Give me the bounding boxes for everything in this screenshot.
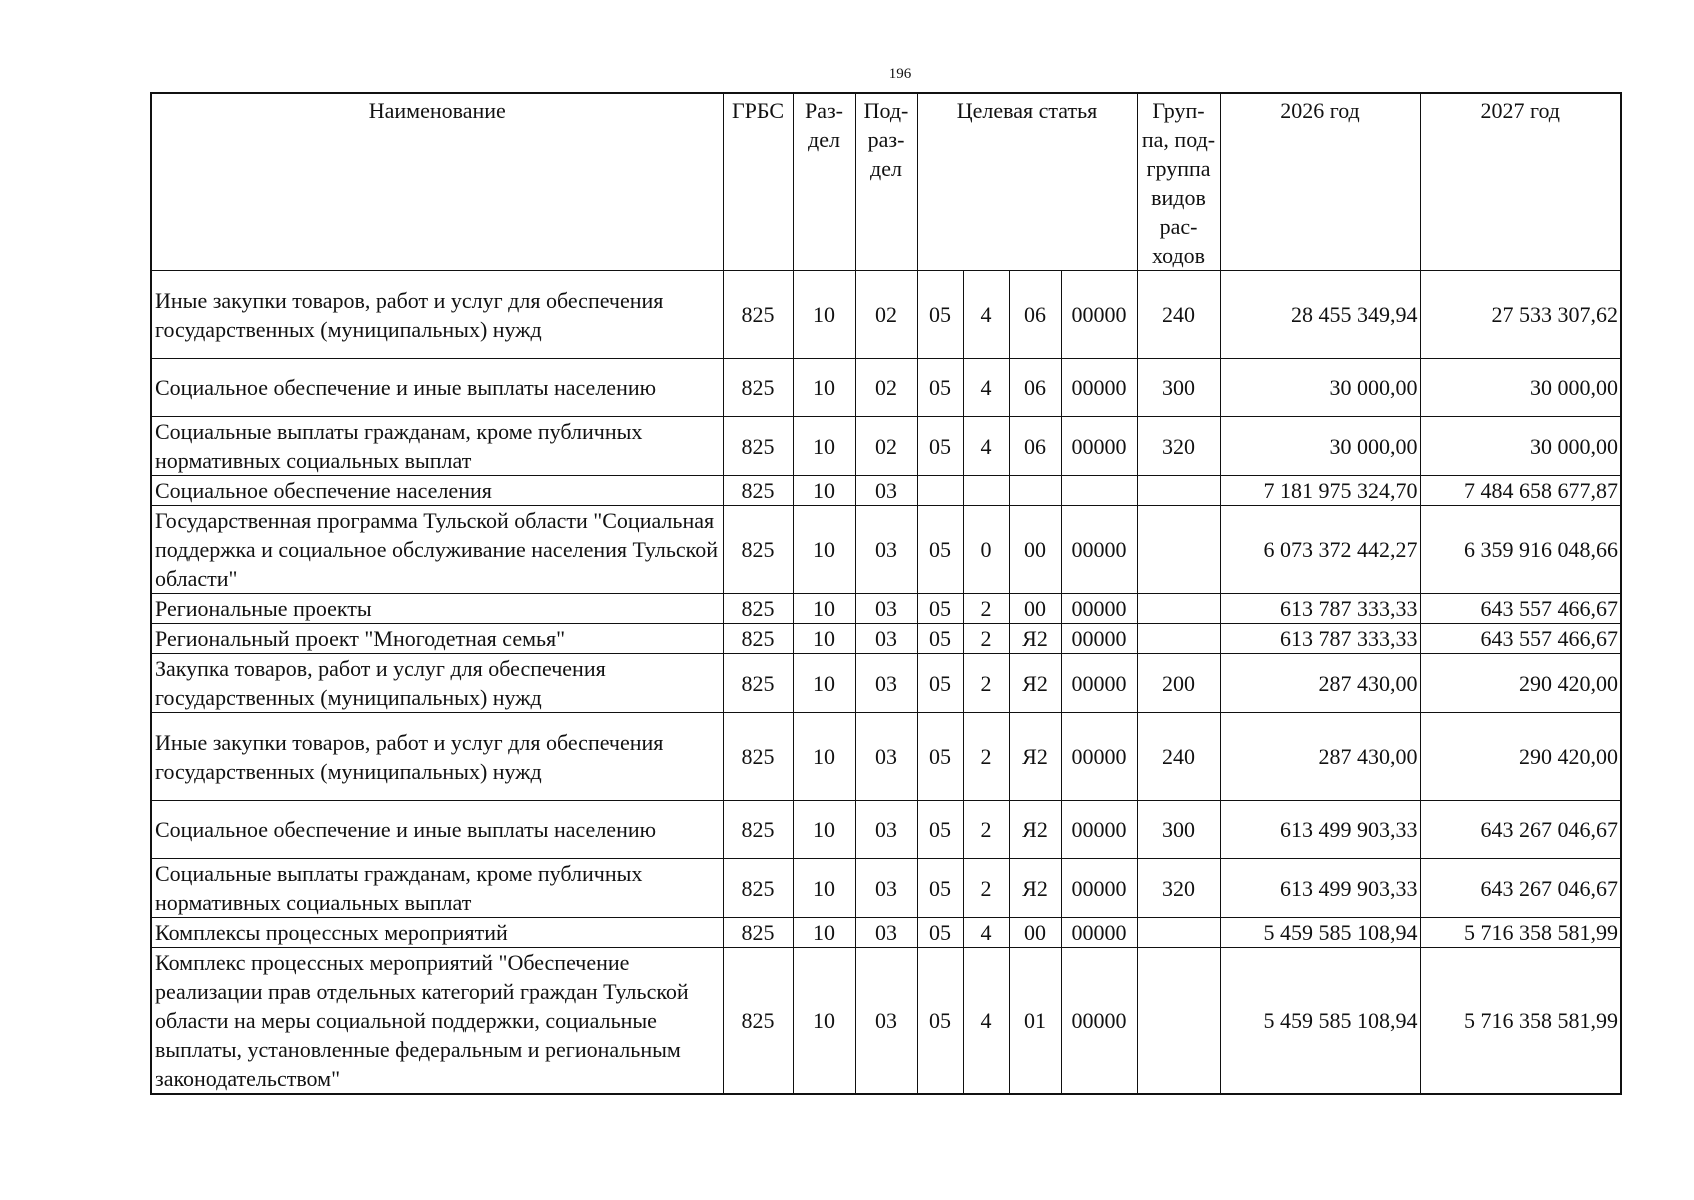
row-target-program: 05 xyxy=(917,594,963,624)
row-amount-2026: 613 787 333,33 xyxy=(1220,624,1420,654)
header-row xyxy=(151,93,1621,271)
table-row xyxy=(151,713,1621,801)
row-amount-2027: 30 000,00 xyxy=(1420,359,1621,417)
row-razdel: 10 xyxy=(793,417,855,476)
row-amount-2026: 6 073 372 442,27 xyxy=(1220,506,1420,594)
row-expense-group xyxy=(1137,506,1220,594)
row-amount-2027: 6 359 916 048,66 xyxy=(1420,506,1621,594)
table-row xyxy=(151,271,1621,359)
table-row xyxy=(151,476,1621,506)
table-row xyxy=(151,594,1621,624)
row-expense-group xyxy=(1137,918,1220,948)
header-grbs: ГРБС xyxy=(723,93,793,271)
row-amount-2026: 5 459 585 108,94 xyxy=(1220,948,1420,1095)
row-grbs: 825 xyxy=(723,359,793,417)
row-podrazdel: 03 xyxy=(855,713,917,801)
table-row xyxy=(151,417,1621,476)
row-target-type: 4 xyxy=(963,918,1009,948)
row-amount-2026: 7 181 975 324,70 xyxy=(1220,476,1420,506)
row-grbs: 825 xyxy=(723,271,793,359)
row-target-code: 00 xyxy=(1009,594,1061,624)
row-target-program: 05 xyxy=(917,948,963,1095)
row-target-code: 00 xyxy=(1009,506,1061,594)
row-target-direction: 00000 xyxy=(1061,918,1137,948)
row-razdel: 10 xyxy=(793,918,855,948)
row-razdel: 10 xyxy=(793,271,855,359)
row-target-direction: 00000 xyxy=(1061,417,1137,476)
row-target-program: 05 xyxy=(917,271,963,359)
row-amount-2027: 290 420,00 xyxy=(1420,713,1621,801)
row-amount-2027: 643 557 466,67 xyxy=(1420,624,1621,654)
row-expense-group xyxy=(1137,476,1220,506)
row-name: Социальное обеспечение населения xyxy=(151,476,723,506)
row-name: Иные закупки товаров, работ и услуг для обеспечения государственных (муниципальных) нужд xyxy=(151,271,723,359)
header-name: Наименование xyxy=(151,93,723,271)
row-target-direction: 00000 xyxy=(1061,948,1137,1095)
row-razdel: 10 xyxy=(793,506,855,594)
row-target-code: Я2 xyxy=(1009,624,1061,654)
row-amount-2026: 30 000,00 xyxy=(1220,359,1420,417)
row-razdel: 10 xyxy=(793,713,855,801)
row-amount-2027: 7 484 658 677,87 xyxy=(1420,476,1621,506)
row-podrazdel: 02 xyxy=(855,359,917,417)
row-target-code xyxy=(1009,476,1061,506)
row-name: Социальное обеспечение и иные выплаты населению xyxy=(151,801,723,859)
row-grbs: 825 xyxy=(723,859,793,918)
row-target-type: 4 xyxy=(963,417,1009,476)
row-name: Закупка товаров, работ и услуг для обеспечения государственных (муниципальных) нужд xyxy=(151,654,723,713)
row-expense-group: 300 xyxy=(1137,801,1220,859)
row-expense-group: 200 xyxy=(1137,654,1220,713)
row-target-direction: 00000 xyxy=(1061,801,1137,859)
row-grbs: 825 xyxy=(723,417,793,476)
row-name: Социальные выплаты гражданам, кроме публичных нормативных социальных выплат xyxy=(151,859,723,918)
row-target-direction: 00000 xyxy=(1061,624,1137,654)
row-grbs: 825 xyxy=(723,624,793,654)
row-target-direction: 00000 xyxy=(1061,359,1137,417)
row-amount-2026: 287 430,00 xyxy=(1220,713,1420,801)
table-row xyxy=(151,948,1621,1095)
header-podrazdel: Под- раз- дел xyxy=(855,93,917,271)
row-target-type: 4 xyxy=(963,948,1009,1095)
row-target-program: 05 xyxy=(917,654,963,713)
row-amount-2027: 643 557 466,67 xyxy=(1420,594,1621,624)
row-target-program: 05 xyxy=(917,506,963,594)
row-name: Региональный проект "Многодетная семья" xyxy=(151,624,723,654)
row-target-type xyxy=(963,476,1009,506)
row-expense-group: 240 xyxy=(1137,271,1220,359)
table-row xyxy=(151,624,1621,654)
row-razdel: 10 xyxy=(793,654,855,713)
row-target-program: 05 xyxy=(917,417,963,476)
row-target-direction: 00000 xyxy=(1061,859,1137,918)
row-target-code: Я2 xyxy=(1009,654,1061,713)
row-target-code: 01 xyxy=(1009,948,1061,1095)
row-grbs: 825 xyxy=(723,713,793,801)
row-expense-group xyxy=(1137,948,1220,1095)
row-podrazdel: 03 xyxy=(855,476,917,506)
row-target-program: 05 xyxy=(917,859,963,918)
row-podrazdel: 03 xyxy=(855,859,917,918)
table-row xyxy=(151,801,1621,859)
row-target-program: 05 xyxy=(917,801,963,859)
table-row xyxy=(151,506,1621,594)
row-grbs: 825 xyxy=(723,654,793,713)
header-2027: 2027 год xyxy=(1420,93,1621,271)
row-target-code: Я2 xyxy=(1009,713,1061,801)
row-grbs: 825 xyxy=(723,801,793,859)
row-amount-2027: 290 420,00 xyxy=(1420,654,1621,713)
table-body xyxy=(151,271,1621,1095)
row-expense-group xyxy=(1137,594,1220,624)
table-row xyxy=(151,654,1621,713)
row-podrazdel: 03 xyxy=(855,948,917,1095)
row-razdel: 10 xyxy=(793,859,855,918)
header-target: Целевая статья xyxy=(917,93,1137,271)
row-target-direction: 00000 xyxy=(1061,594,1137,624)
row-amount-2026: 30 000,00 xyxy=(1220,417,1420,476)
row-podrazdel: 03 xyxy=(855,624,917,654)
row-name: Региональные проекты xyxy=(151,594,723,624)
row-amount-2026: 28 455 349,94 xyxy=(1220,271,1420,359)
header-2026: 2026 год xyxy=(1220,93,1420,271)
row-name: Иные закупки товаров, работ и услуг для обеспечения государственных (муниципальных) нужд xyxy=(151,713,723,801)
row-razdel: 10 xyxy=(793,624,855,654)
row-target-type: 0 xyxy=(963,506,1009,594)
row-amount-2026: 613 499 903,33 xyxy=(1220,801,1420,859)
row-podrazdel: 03 xyxy=(855,654,917,713)
table-row xyxy=(151,918,1621,948)
row-target-type: 2 xyxy=(963,654,1009,713)
row-podrazdel: 03 xyxy=(855,506,917,594)
row-podrazdel: 02 xyxy=(855,417,917,476)
row-target-program: 05 xyxy=(917,918,963,948)
row-target-type: 2 xyxy=(963,624,1009,654)
row-target-type: 2 xyxy=(963,713,1009,801)
row-expense-group: 240 xyxy=(1137,713,1220,801)
row-podrazdel: 03 xyxy=(855,801,917,859)
row-amount-2027: 643 267 046,67 xyxy=(1420,801,1621,859)
row-podrazdel: 02 xyxy=(855,271,917,359)
row-target-program xyxy=(917,476,963,506)
row-target-direction xyxy=(1061,476,1137,506)
row-name: Социальные выплаты гражданам, кроме публичных нормативных социальных выплат xyxy=(151,417,723,476)
row-amount-2026: 613 499 903,33 xyxy=(1220,859,1420,918)
row-podrazdel: 03 xyxy=(855,594,917,624)
row-amount-2026: 287 430,00 xyxy=(1220,654,1420,713)
row-razdel: 10 xyxy=(793,801,855,859)
row-razdel: 10 xyxy=(793,948,855,1095)
row-target-program: 05 xyxy=(917,713,963,801)
budget-table xyxy=(150,92,1622,1095)
row-amount-2027: 5 716 358 581,99 xyxy=(1420,948,1621,1095)
row-target-type: 2 xyxy=(963,594,1009,624)
row-amount-2027: 27 533 307,62 xyxy=(1420,271,1621,359)
row-target-code: 06 xyxy=(1009,359,1061,417)
row-name: Социальное обеспечение и иные выплаты населению xyxy=(151,359,723,417)
row-grbs: 825 xyxy=(723,918,793,948)
row-target-program: 05 xyxy=(917,624,963,654)
header-razdel: Раз- дел xyxy=(793,93,855,271)
row-amount-2027: 5 716 358 581,99 xyxy=(1420,918,1621,948)
row-target-type: 4 xyxy=(963,359,1009,417)
row-name: Комплекс процессных мероприятий "Обеспечение реализации прав отдельных категорий граждан Тульской области на меры социальной поддержки, социальные выплаты, установленные федеральным и региональным законодательством" xyxy=(151,948,723,1095)
header-group: Груп- па, под- группа видов рас- ходов xyxy=(1137,93,1220,271)
row-razdel: 10 xyxy=(793,476,855,506)
row-grbs: 825 xyxy=(723,506,793,594)
row-amount-2026: 5 459 585 108,94 xyxy=(1220,918,1420,948)
row-name: Комплексы процессных мероприятий xyxy=(151,918,723,948)
row-grbs: 825 xyxy=(723,948,793,1095)
row-target-direction: 00000 xyxy=(1061,271,1137,359)
row-target-program: 05 xyxy=(917,359,963,417)
table-row xyxy=(151,359,1621,417)
row-grbs: 825 xyxy=(723,594,793,624)
row-podrazdel: 03 xyxy=(855,918,917,948)
row-target-code: 00 xyxy=(1009,918,1061,948)
row-target-code: Я2 xyxy=(1009,801,1061,859)
row-expense-group: 300 xyxy=(1137,359,1220,417)
row-target-direction: 00000 xyxy=(1061,713,1137,801)
row-expense-group xyxy=(1137,624,1220,654)
row-razdel: 10 xyxy=(793,594,855,624)
row-target-type: 2 xyxy=(963,859,1009,918)
row-target-direction: 00000 xyxy=(1061,654,1137,713)
row-amount-2027: 643 267 046,67 xyxy=(1420,859,1621,918)
row-target-type: 2 xyxy=(963,801,1009,859)
row-target-code: 06 xyxy=(1009,417,1061,476)
row-grbs: 825 xyxy=(723,476,793,506)
row-target-code: Я2 xyxy=(1009,859,1061,918)
row-expense-group: 320 xyxy=(1137,417,1220,476)
row-target-code: 06 xyxy=(1009,271,1061,359)
table-row xyxy=(151,859,1621,918)
row-amount-2026: 613 787 333,33 xyxy=(1220,594,1420,624)
row-expense-group: 320 xyxy=(1137,859,1220,918)
row-target-type: 4 xyxy=(963,271,1009,359)
page-number: 196 xyxy=(888,66,912,82)
row-razdel: 10 xyxy=(793,359,855,417)
row-name: Государственная программа Тульской области "Социальная поддержка и социальное обслуживание населения Тульской области" xyxy=(151,506,723,594)
row-target-direction: 00000 xyxy=(1061,506,1137,594)
row-amount-2027: 30 000,00 xyxy=(1420,417,1621,476)
